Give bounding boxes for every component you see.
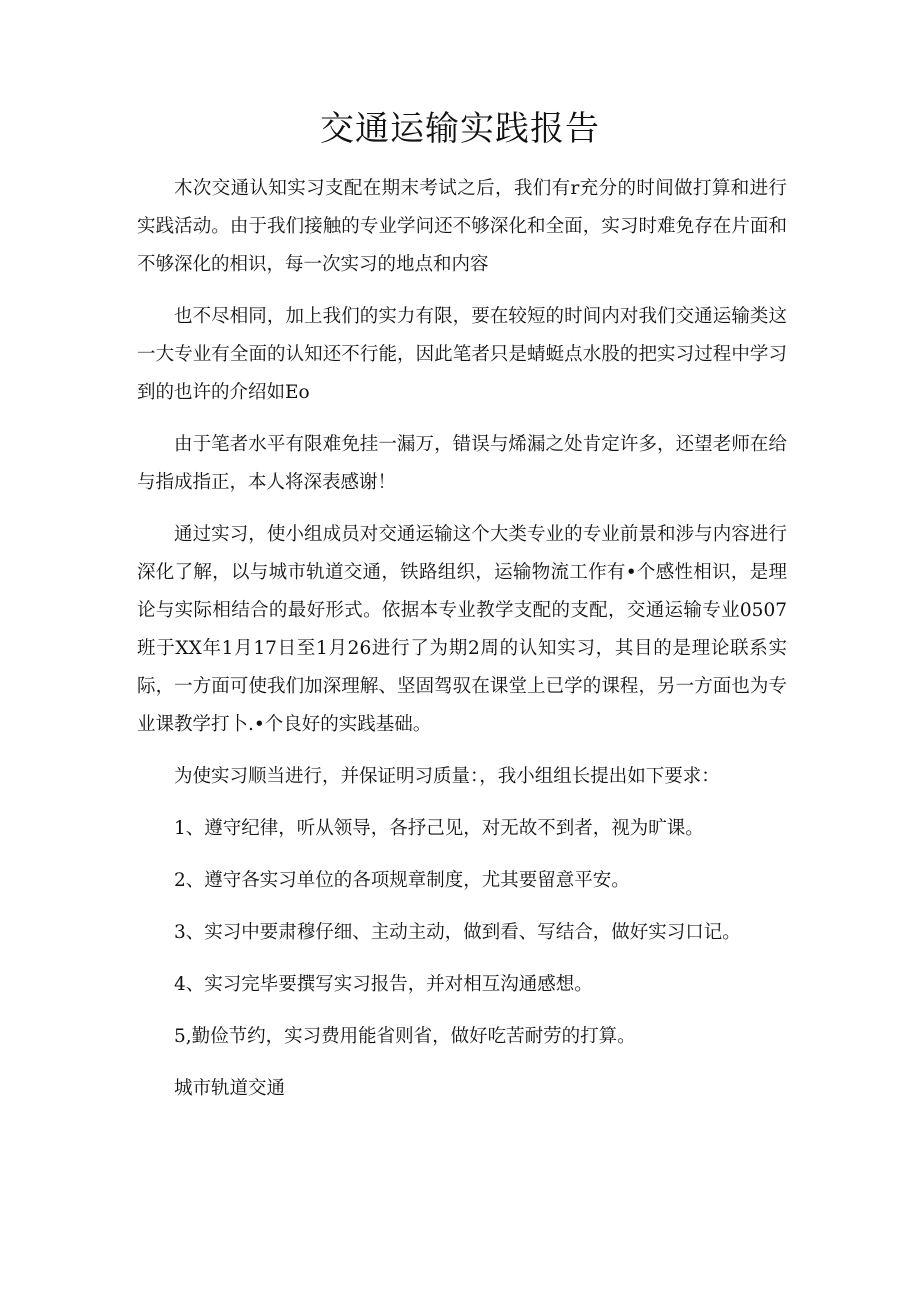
paragraph-requirements-intro: 为使实习顺当进行，并保证明习质量：，我小组组长提出如下要求：	[174, 766, 720, 787]
paragraph-acknowledgement: 由于笔者水平有限难免挂一漏万，错误与烯漏之处肯定许多，还望老师在给与指成指正，本人将深表感谢！	[137, 434, 787, 493]
requirement-item: 4、实习完毕要撰写实习报告，并对相互沟通感想。	[174, 974, 593, 995]
section-heading: 城市轨道交通	[174, 1078, 286, 1099]
document-body	[137, 170, 787, 1122]
requirement-item: 3、实习中要肃穆仔细、主动主动，做到看、写结合，做好实习口记。	[174, 922, 741, 943]
paragraph-intro: 木次交通认知实习支配在期末考试之后，我们有r充分的时间做打算和进行实践活动。由于我们接触的专业学问还不够深化和全面，实习时难免存在片面和不够深化的相识，每一次实习的地点和内容	[137, 178, 787, 275]
requirement-item: 5,勤俭节约，实习费用能省则省，做好吃苦耐劳的打算。	[174, 1026, 636, 1047]
paragraph-continued: 也不尽相同，加上我们的实力有限，要在较短的时间内对我们交通运输类这一大专业有全面的认知还不行能，因此笔者只是蜻蜓点水股的把实习过程中学习到的也许的介绍如Eo	[137, 306, 787, 403]
document-title: 交通运输实践报告	[320, 109, 600, 149]
requirement-item: 1、遵守纪律，听从领导，各抒己见，对无故不到者，视为旷课。	[174, 818, 704, 839]
requirement-item: 2、遵守各实习单位的各项规章制度，尤其要留意平安。	[174, 870, 630, 891]
paragraph-internship-purpose: 通过实习，使小组成员对交通运输这个大类专业的专业前景和涉与内容进行深化了解，以与城市轨道交通，铁路组织，运输物流工作有•个感性相识，是理论与实际相结合的最好形式。依据本专业教学支配的支配，交通运输专业0507班于XX年1月17日至1月26进行了为期2周的认知实习，其目的是理论联系实际，一方面可使我们加深理解、坚固驾驭在课堂上已学的课程，另一方面也为专业课教学打卜.•个良好的实践基础。	[137, 524, 787, 735]
